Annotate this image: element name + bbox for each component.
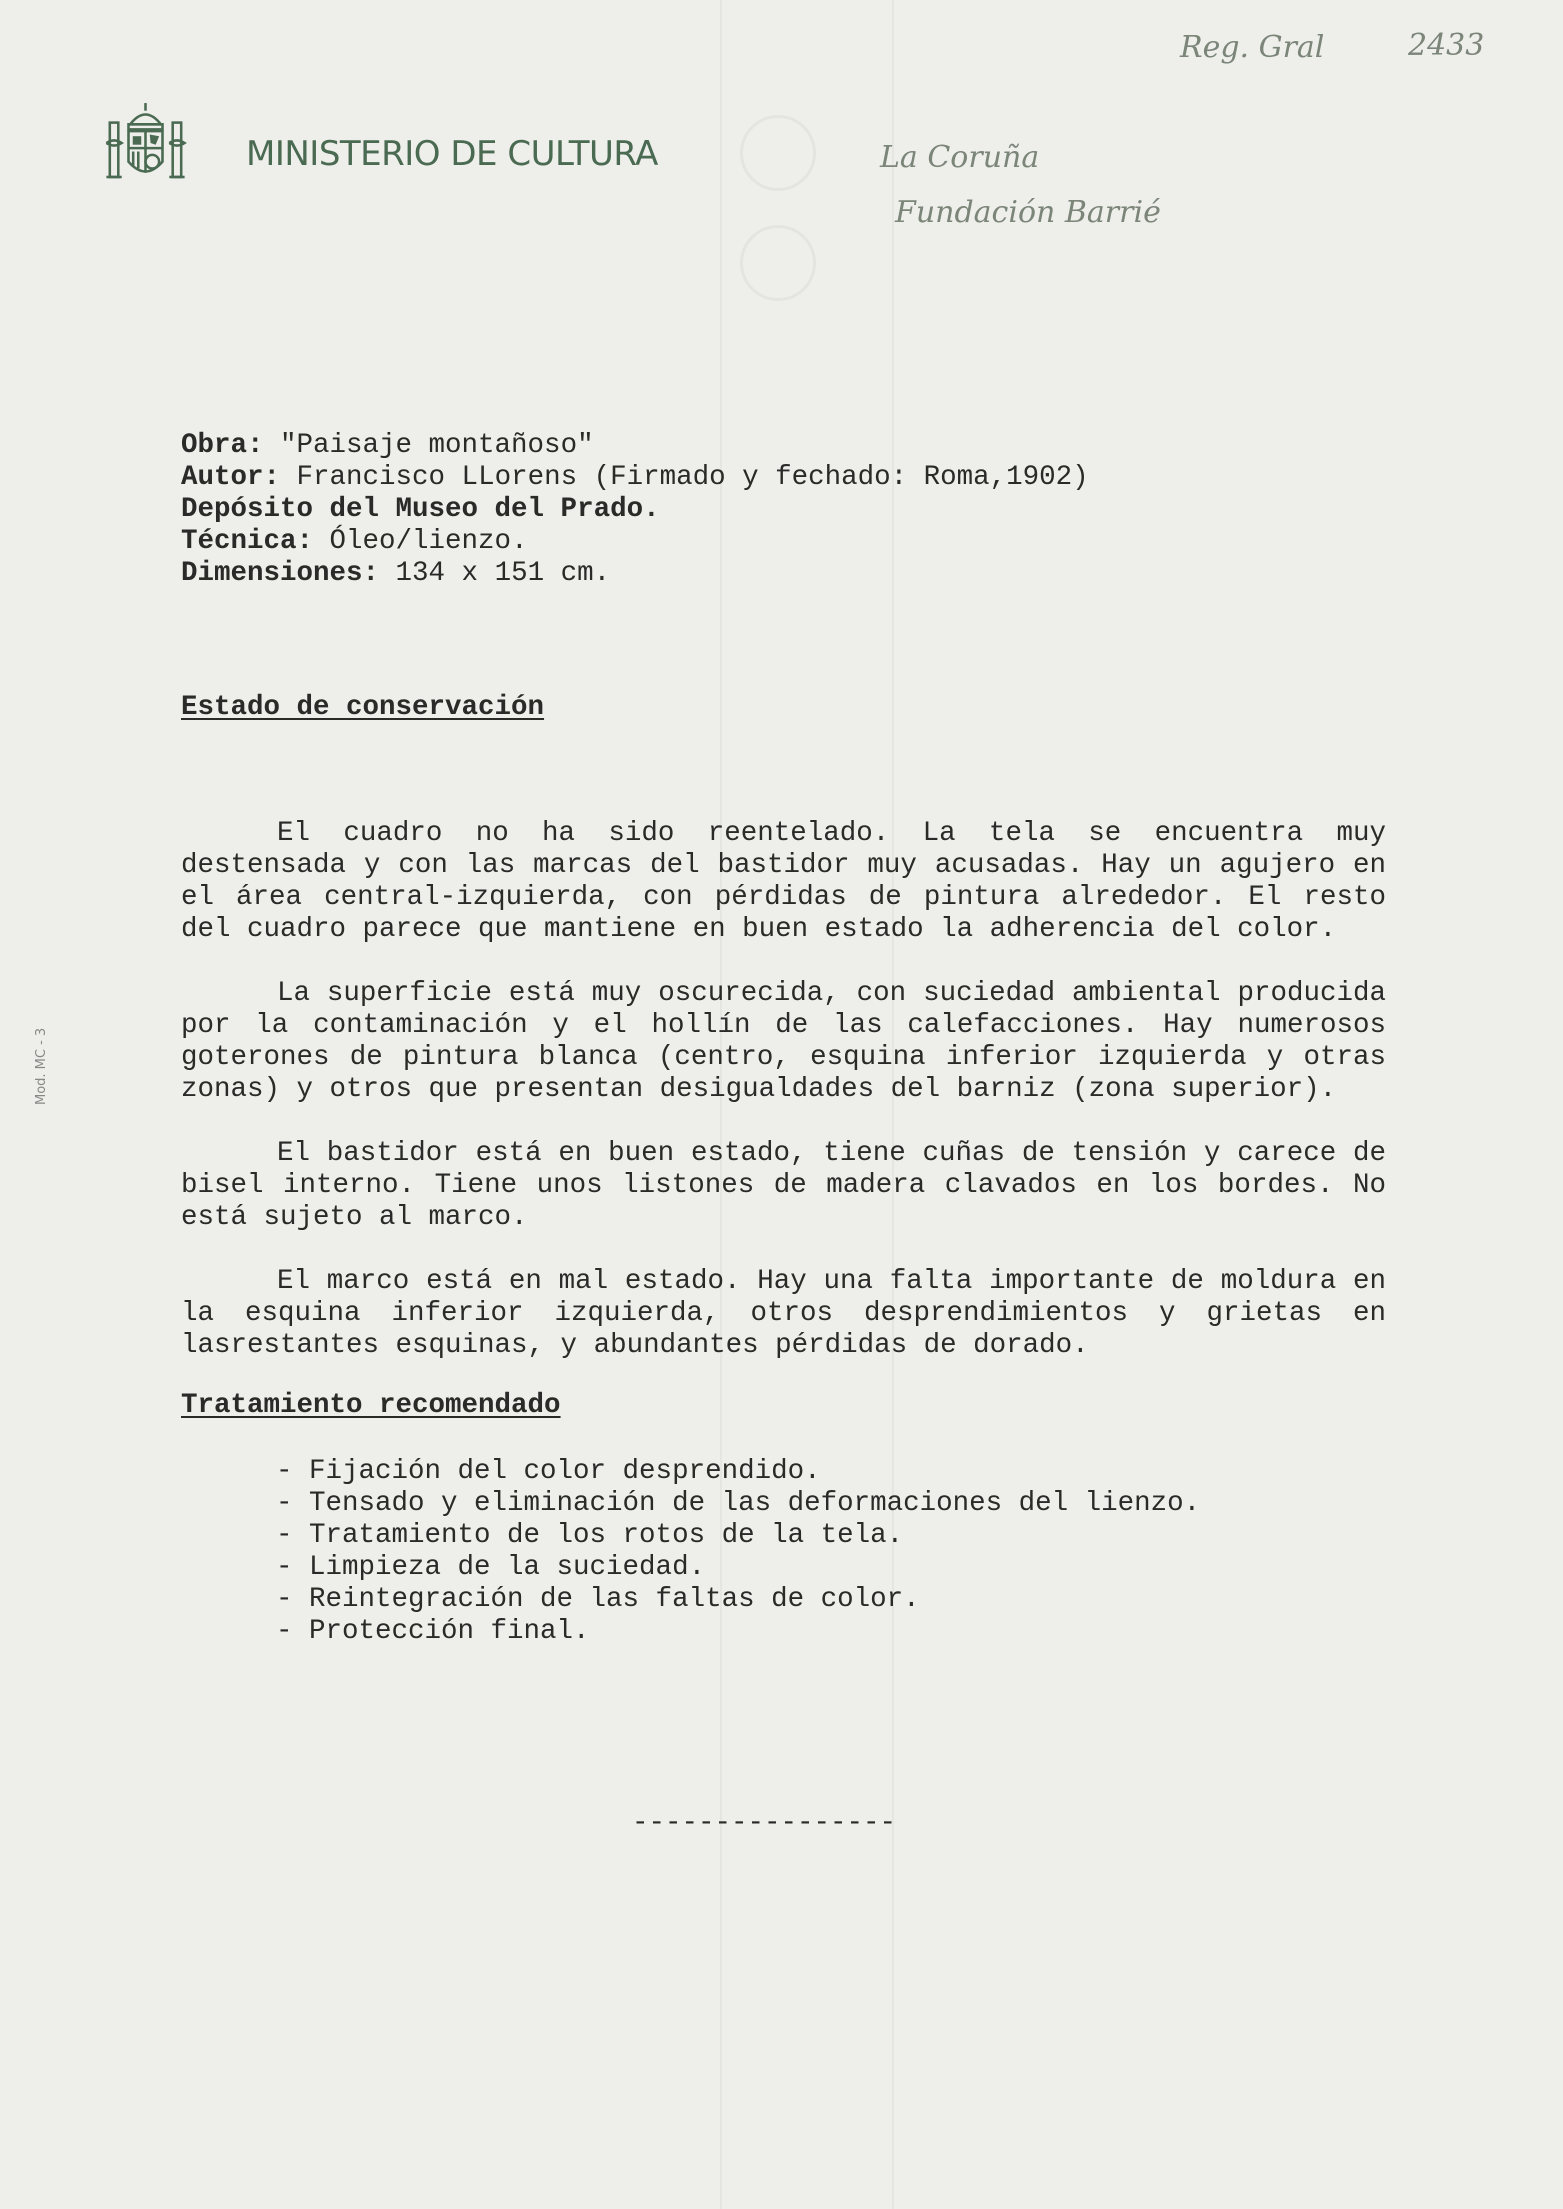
deposito-line bbox=[181, 494, 1386, 526]
treatment-item: - Fijación del color desprendido. bbox=[276, 1456, 821, 1487]
treatment-item: - Tensado y eliminación de las deformaciones del lienzo. bbox=[276, 1488, 1201, 1519]
deposito-text: Depósito del Museo del Prado. bbox=[181, 494, 660, 525]
dimensiones-label: Dimensiones: bbox=[181, 558, 380, 589]
autor-line bbox=[181, 462, 1386, 494]
treatment-item: - Protección final. bbox=[276, 1616, 590, 1647]
autor-label: Autor: bbox=[181, 462, 281, 493]
treatment-item: - Tratamiento de los rotos de la tela. bbox=[276, 1520, 904, 1551]
dimensiones-line bbox=[181, 558, 1386, 590]
spanish-coat-of-arms-icon bbox=[103, 98, 188, 188]
conservation-paragraph: El bastidor está en buen estado, tiene cuñas de tensión y carece de bisel interno. Tiene unos listones de madera clavados en los bordes. No está sujeto al marco. bbox=[181, 1138, 1386, 1233]
conservation-paragraph: El marco está en mal estado. Hay una falta importante de moldura en la esquina inferior izquierda, otros desprendimientos y grietas en lasrestantes esquinas, y abundantes pérdidas de dorado. bbox=[181, 1266, 1386, 1361]
treatment-list bbox=[276, 1456, 1386, 1648]
treatment-heading: Tratamiento recomendado bbox=[181, 1390, 561, 1421]
dimensiones-value: 134 x 151 cm. bbox=[379, 558, 611, 589]
handwritten-foundation: Fundación Barrié bbox=[895, 195, 1161, 230]
watermark-circle bbox=[740, 225, 816, 301]
handwritten-registry-number: 2433 bbox=[1408, 28, 1485, 63]
obra-line bbox=[181, 430, 1386, 462]
conservation-paragraph: El cuadro no ha sido reentelado. La tela se encuentra muy destensada y con las marcas del bastidor muy acusadas. Hay un agujero en el área central-izquierda, con pérdidas de pintura alrededor. El resto del cuadro parece que mantiene en buen estado la adherencia del color. bbox=[181, 818, 1386, 945]
handwritten-location: La Coruña bbox=[880, 140, 1040, 175]
ministry-name: MINISTERIO DE CULTURA bbox=[246, 134, 658, 174]
autor-value: Francisco LLorens (Firmado y fechado: Roma,1902) bbox=[280, 462, 1089, 493]
form-code-label: Mod. MC - 3 bbox=[34, 1027, 49, 1105]
treatment-item: - Reintegración de las faltas de color. bbox=[276, 1584, 920, 1615]
tecnica-label: Técnica: bbox=[181, 526, 314, 557]
tecnica-value: Óleo/lienzo. bbox=[313, 526, 528, 557]
watermark-circle bbox=[740, 115, 816, 191]
treatment-item: - Limpieza de la suciedad. bbox=[276, 1552, 706, 1583]
handwritten-registry-label: Reg. Gral bbox=[1180, 30, 1325, 65]
conservation-heading: Estado de conservación bbox=[181, 692, 545, 723]
obra-label: Obra: bbox=[181, 430, 264, 461]
document-body bbox=[181, 430, 1386, 1648]
tecnica-line bbox=[181, 526, 1386, 558]
conservation-paragraph: La superficie está muy oscurecida, con suciedad ambiental producida por la contaminación y el hollín de las calefacciones. Hay numerosos goterones de pintura blanca (centro, esquina inferior izquierda y otras zonas) y otros que presentan desigualdades del barniz (zona superior). bbox=[181, 978, 1386, 1105]
work-info bbox=[181, 430, 1386, 590]
end-of-document-rule: ---------------- bbox=[632, 1808, 897, 1839]
obra-value: "Paisaje montañoso" bbox=[263, 430, 594, 461]
